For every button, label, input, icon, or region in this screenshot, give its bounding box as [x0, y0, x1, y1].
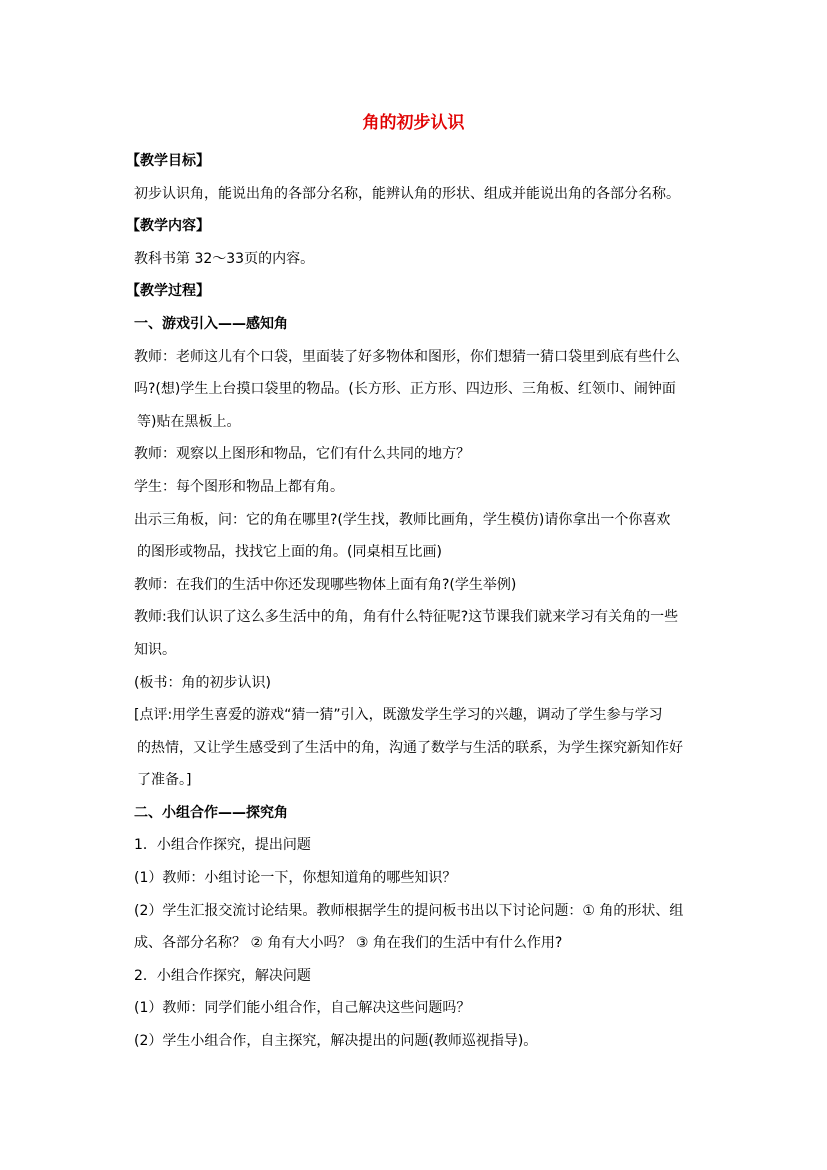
paragraph-line: 出示三角板，问：它的角在哪里?(学生找，教师比画角，学生模仿)请你拿出一个你喜欢 — [134, 511, 671, 528]
paragraph-line: 的图形或物品，找找它上面的角。(同桌相互比画) — [137, 544, 442, 561]
section-heading: 二、小组合作——探究角 — [134, 804, 288, 821]
paragraph-line: 教师：观察以上图形和物品，它们有什么共同的地方？ — [134, 446, 470, 463]
paragraph-line: 等)贴在黑板上。 — [137, 413, 241, 430]
paragraph-line: (1）教师：同学们能小组合作，自己解决这些问题吗？ — [134, 1000, 471, 1017]
paragraph-line: 1．小组合作探究，提出问题 — [134, 837, 311, 854]
paragraph-line: 了准备。] — [137, 772, 192, 789]
section-heading: 【教学目标】 — [126, 153, 210, 169]
paragraph-line: 学生：每个图形和物品上都有角。 — [134, 478, 344, 495]
paragraph-line: 教科书第 32～33页的内容。 — [134, 250, 315, 267]
paragraph-line: 教师:我们认识了这么多生活中的角，角有什么特征呢?这节课我们就来学习有关角的一些 — [134, 609, 679, 626]
paragraph-line: 教师：在我们的生活中你还发现哪些物体上面有角?(学生举例) — [134, 576, 517, 593]
paragraph-line: 初步认识角，能说出角的各部分名称，能辨认角的形状、组成并能说出角的各部分名称。 — [134, 185, 680, 202]
document-body — [126, 145, 716, 1058]
paragraph-line: (板书：角的初步认识) — [134, 674, 271, 691]
section-heading: 一、游戏引入——感知角 — [134, 315, 288, 332]
paragraph-line: 教师：老师这儿有个口袋，里面装了好多物体和图形，你们想猜一猜口袋里到底有些什么 — [134, 348, 680, 365]
paragraph-line: 的热情，又让学生感受到了生活中的角，沟通了数学与生活的联系，为学生探究新知作好 — [137, 739, 683, 756]
paragraph-line: 知识。 — [134, 641, 176, 658]
paragraph-line: 2．小组合作探究，解决问题 — [134, 967, 311, 984]
paragraph-line: (2）学生汇报交流讨论结果。教师根据学生的提问板书出以下讨论问题：① 角的形状、组 — [134, 902, 684, 919]
paragraph-line: 成、各部分名称？ ② 角有大小吗？ ③ 角在我们的生活中有什么作用? — [134, 935, 563, 952]
paragraph-line: (2）学生小组合作，自主探究，解决提出的问题(教师巡视指导)。 — [134, 1033, 538, 1050]
section-heading: 【教学过程】 — [126, 283, 210, 300]
paragraph-line: (1）教师：小组讨论一下，你想知道角的哪些知识？ — [134, 870, 457, 887]
paragraph-line: 吗?(想)学生上台摸口袋里的物品。(长方形、正方形、四边形、三角板、红领巾、闹钟面 — [134, 381, 676, 398]
page-title: 角的初步认识 — [362, 113, 465, 133]
section-heading: 【教学内容】 — [126, 218, 210, 235]
paragraph-line: [点评:用学生喜爱的游戏“猜一猜”引入，既激发学生学习的兴趣，调动了学生参与学习 — [134, 707, 663, 724]
